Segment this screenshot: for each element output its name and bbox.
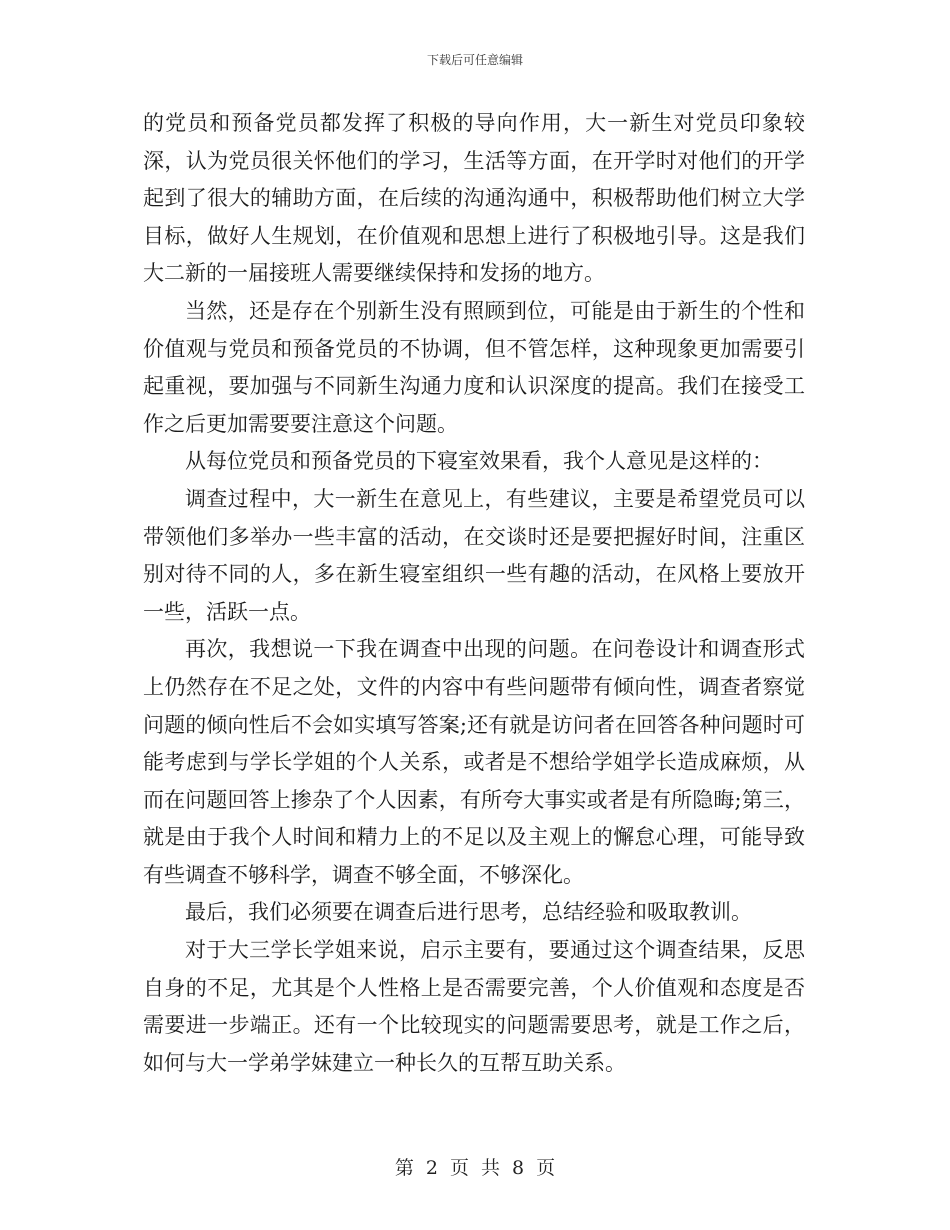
paragraph: 对于大三学长学姐来说，启示主要有，要通过这个调查结果，反思自身的不足，尤其是个人性格上是否需要完善，个人价值观和态度是否需要进一步端正。还有一个比较现实的问题需要思考，就是工作之后，如何与大一学弟学妹建立一种长久的互帮互助关系。: [143, 938, 805, 1075]
paragraph: 调查过程中，大一新生在意见上，有些建议，主要是希望党员可以带领他们多举办一些丰富的活动，在交谈时还是要把握好时间，注重区别对待不同的人，多在新生寝室组织一些有趣的活动，在风格上要放开一些，活跃一点。: [143, 486, 805, 624]
paragraph: 再次，我想说一下我在调查中出现的问题。在问卷设计和调查形式上仍然存在不足之处，文件的内容中有些问题带有倾向性，调查者察觉问题的倾向性后不会如实填写答案;还有就是访问者在回答各种问题时可能考虑到与学长学姐的个人关系，或者是不想给学姐学长造成麻烦，从而在问题回答上掺杂了个人因素，有所夸大事实或者是有所隐晦;第三，就是由于我个人时间和精力上的不足以及主观上的懈怠心理，可能导致有些调查不够科学，调查不够全面，不够深化。: [143, 637, 805, 887]
page-header: 下载后可任意编辑: [426, 53, 523, 67]
paragraph: 最后，我们必须要在调查后进行思考，总结经验和吸取教训。: [185, 900, 752, 925]
paragraph-continued: 的党员和预备党员都发挥了积极的导向作用，大一新生对党员印象较深，认为党员很关怀他们的学习，生活等方面，在开学时对他们的开学起到了很大的辅助方面，在后续的沟通沟通中，积极帮助他们树立大学目标，做好人生规划，在价值观和思想上进行了积极地引导。这是我们大二新的一届接班人需要继续保持和发扬的地方。: [143, 111, 805, 286]
document-body: [143, 105, 805, 1082]
page-number: 第 2 页 共 8 页: [394, 1157, 556, 1179]
paragraph: 从每位党员和预备党员的下寝室效果看，我个人意见是这样的：: [185, 449, 773, 474]
paragraph: 当然，还是存在个别新生没有照顾到位，可能是由于新生的个性和价值观与党员和预备党员的不协调，但不管怎样，这种现象更加需要引起重视，要加强与不同新生沟通力度和认识深度的提高。我们在接受工作之后更加需要要注意这个问题。: [143, 298, 805, 436]
